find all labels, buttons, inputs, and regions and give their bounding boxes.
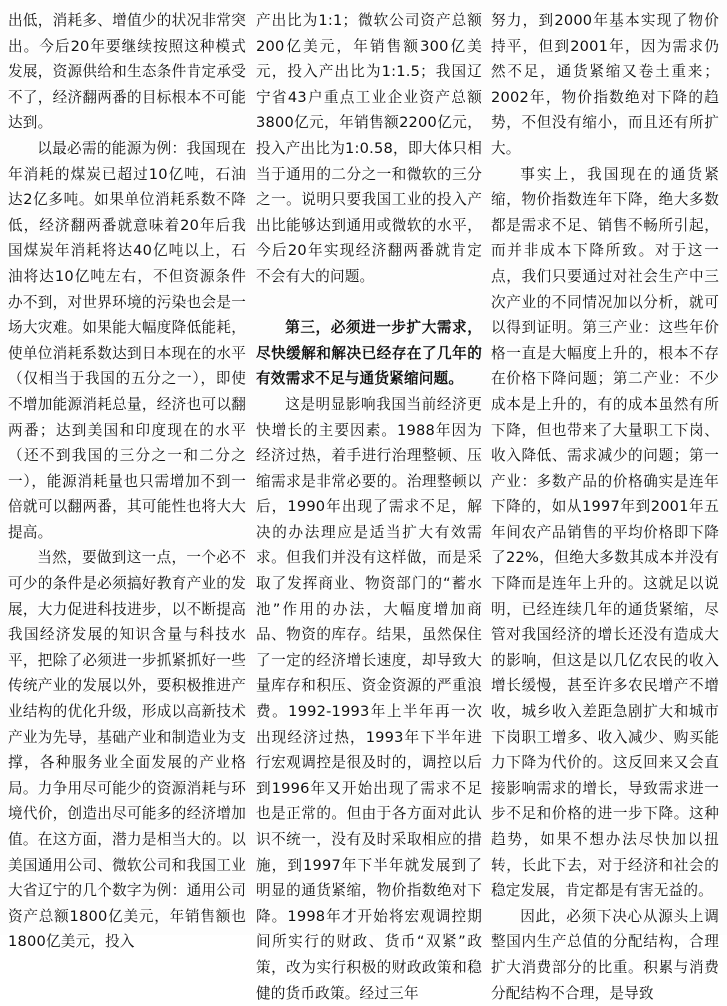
paragraph: 因此，必须下决心从源头上调整国内生产总值的分配结构，合理扩大消费部分的比重。积累与消费分配结构不合理，是导致 — [491, 907, 719, 1002]
text-column-3 — [491, 8, 719, 1002]
paragraph: 事实上，我国现在的通货紧缩，物价指数连年下降，绝大多数都是需求不足、销售不畅所引起，而并非成本下降所致。对于这一点，我们只要通过对社会生产中三次产业的不同情况加以分析，就可以得到证明。第三产业：这些年价格一直是大幅度上升的，根本不存在价格下降问题；第二产业：不少成本是上升的，有的成本虽然有所下降，但也带来了大量职工下岗、收入降低、需求减少的问题；第一产业：多数产品的价格确实是连年下降的，如从1997年到2001年五年间农产品销售的平均价格即下降了22%，但绝大多数其成本并没有下降而是连年上升的。这就足以说明，已经连续几年的通货紧缩，尽管对我国经济的增长还没有造成大的影响，但这是以几亿农民的收入增长缓慢，甚至许多农民增产不增收，城乡收入差距急剧扩大和城市下岗职工增多、收入减少、购买能力下降为代价的。这反回来又会直接影响需求的增长，导致需求进一步不足和价格的进一步下降。这种趋势，如果不想办法尽快加以扭转，长此下去，对于经济和社会的稳定发展，肯定都是有害无益的。 — [491, 165, 719, 900]
text-column-1 — [8, 8, 246, 951]
paragraph: 努力，到2000年基本实现了物价持平，但到2001年，因为需求仍然不足，通货紧缩又卷土重来；2002年，物价指数绝对下降的趋势，不但没有缩小，而且还有所扩大。 — [491, 12, 719, 157]
paragraph: 这是明显影响我国当前经济更快增长的主要因素。1988年因为经济过热，着手进行治理整顿、压缩需求是非常必要的。治理整顿以后，1990年出现了需求不足，解决的办法理应是适当扩大有效需求。但我们并没有这样做，而是采取了发挥商业、物资部门的“蓄水池”作用的办法，大幅度增加商品、物资的库存。结果，虽然保住了一定的经济增长速度，却导致大量库存和积压、资金资源的严重浪费。1992-1993年上半年再一次出现经济过热，1993年下半年进行宏观调控是很及时的，调控以后到1996年又开始出现了需求不足也是正常的。但由于各方面对此认识不统一，没有及时采取相应的措施，到1997年下半年就发展到了明显的通货紧缩，物价指数绝对下降。1998年才开始将宏观调控期间所实行的财政、货币“双紧”政策，改为实行积极的财政政策和稳健的货币政策。经过三年 — [256, 395, 482, 1002]
paragraph: 出低，消耗多、增值少的状况非常突出。今后20年要继续按照这种模式发展，资源供给和生态条件肯定承受不了，经济翻两番的目标根本不可能达到。 — [8, 12, 246, 132]
text-column-2 — [256, 8, 482, 1002]
paragraph: 以最必需的能源为例：我国现在年消耗的煤炭已超过10亿吨，石油达2亿多吨。如果单位消耗系数不降低，经济翻两番就意味着20年后我国煤炭年消耗将达40亿吨以上，石油将达10亿吨左右，不但资源条件办不到，对世界环境的污染也会是一场大灾难。如果能大幅度降低能耗，使单位消耗系数达到日本现在的水平（仅相当于我国的五分之一），即使不增加能源消耗总量，经济也可以翻两番；达到美国和印度现在的水平（还不到我国的三分之一和二分之一），能源消耗量也只需增加不到一倍就可以翻两番，其可能性也将大大提高。 — [8, 139, 246, 541]
paragraph: 当然，要做到这一点，一个必不可少的条件是必须搞好教育产业的发展，大力促进科技进步，以不断提高我国经济发展的知识含量与科技水平，把除了必须进一步抓紧抓好一些传统产业的发展以外，要积极推进产业结构的优化升级，形成以高新技术产业为先导，基础产业和制造业为支撑，各种服务业全面发展的产业格局。力争用尽可能少的资源消耗与环境代价，创造出尽可能多的经济增加值。在这方面，潜力是相当大的。以美国通用公司、微软公司和我国工业大省辽宁的几个数字为例：通用公司资产总额1800亿美元，年销售额也1800亿美元，投入 — [8, 549, 246, 951]
paragraph: 产出比为1:1；微软公司资产总额200亿美元，年销售额300亿美元，投入产出比为1:1.5；我国辽宁省43户重点工业企业资产总额3800亿元，年销售额2200亿元，投入产出比为1:0.58，即大体只相当于通用的二分之一和微软的三分之一。说明只要我国工业的投入产出比能够达到通用或微软的水平，今后20年实现经济翻两番就肯定不会有大的问题。 — [256, 12, 482, 285]
section-heading: 第三，必须进一步扩大需求，尽快缓解和解决已经存在了几年的有效需求不足与通货紧缩问题。 — [256, 319, 482, 388]
